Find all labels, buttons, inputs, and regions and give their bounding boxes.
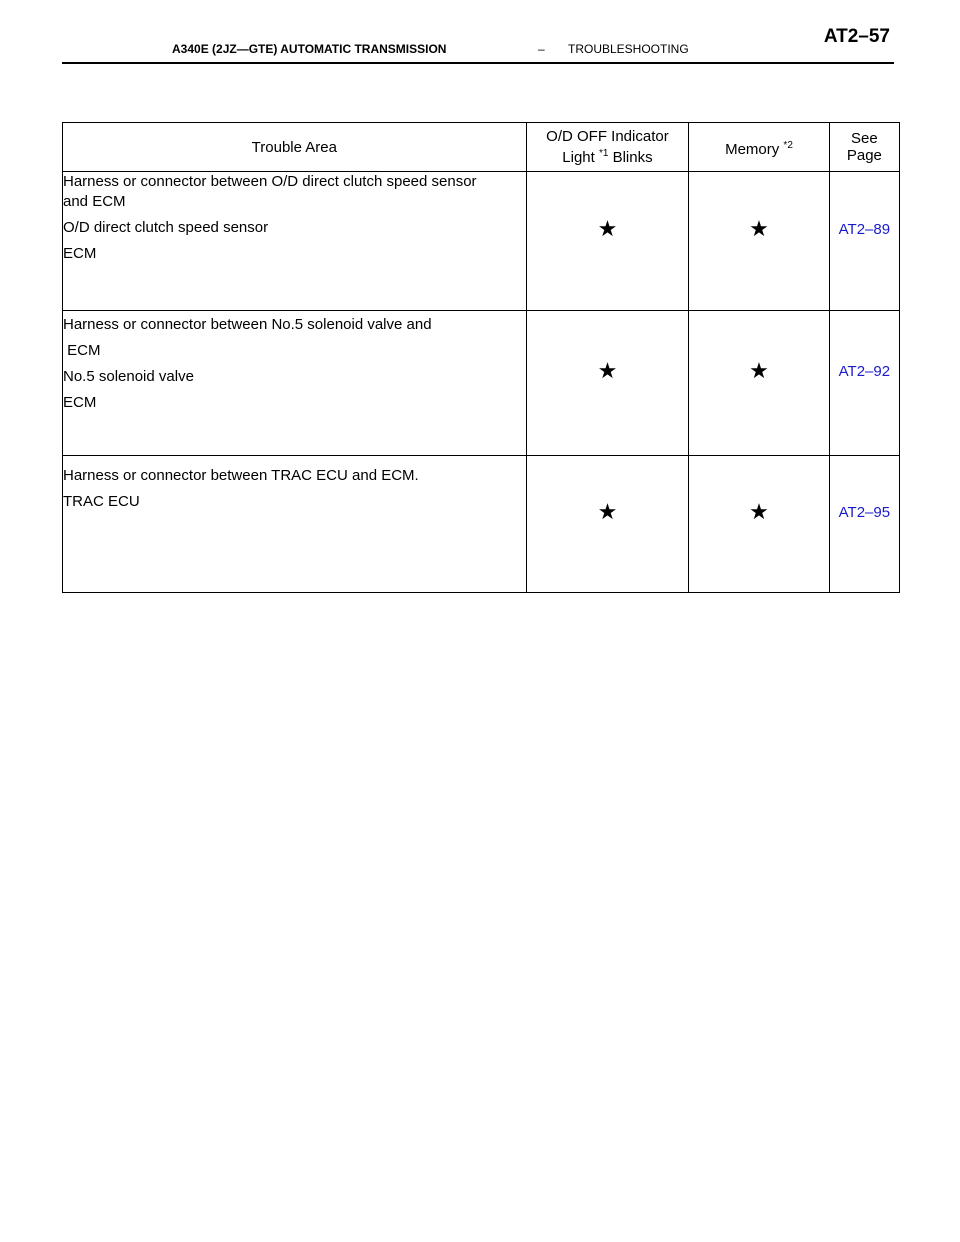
trouble-area-cell: Harness or connector between TRAC ECU and ECM. TRAC ECU [63, 456, 527, 593]
memory-star-icon: ★ [689, 456, 830, 593]
page-number: AT2–57 [823, 26, 890, 47]
see-page-link[interactable]: AT2–89 [829, 172, 899, 311]
table-header-row [63, 123, 900, 172]
trouble-area-cell: Harness or connector between No.5 solenoid valve and ECM No.5 solenoid valve ECM [63, 311, 527, 456]
trouble-table [62, 122, 900, 593]
see-page-link[interactable]: AT2–92 [829, 311, 899, 456]
indicator-star-icon: ★ [526, 172, 689, 311]
header-memory: Memory $^{*2}$ [689, 123, 830, 172]
page-header [62, 22, 894, 64]
memory-star-icon: ★ [689, 311, 830, 456]
header-indicator: O/D OFF Indicator Light $^{*1}$ Blinks [526, 123, 689, 172]
table-row [63, 456, 900, 593]
section-name: TROUBLESHOOTING [568, 42, 689, 56]
indicator-star-icon: ★ [526, 311, 689, 456]
indicator-star-icon: ★ [526, 456, 689, 593]
see-page-link[interactable]: AT2–95 [829, 456, 899, 593]
table-row [63, 311, 900, 456]
header-trouble-area: Trouble Area [63, 123, 527, 172]
trouble-area-cell: Harness or connector between O/D direct clutch speed sensor and ECM O/D direct clutch speed sensor ECM [63, 172, 527, 311]
header-see-page: See Page [829, 123, 899, 172]
manual-title: A340E (2JZ—GTE) AUTOMATIC TRANSMISSION [172, 42, 447, 56]
memory-star-icon: ★ [689, 172, 830, 311]
header-separator: – [538, 42, 545, 56]
table-row [63, 172, 900, 311]
